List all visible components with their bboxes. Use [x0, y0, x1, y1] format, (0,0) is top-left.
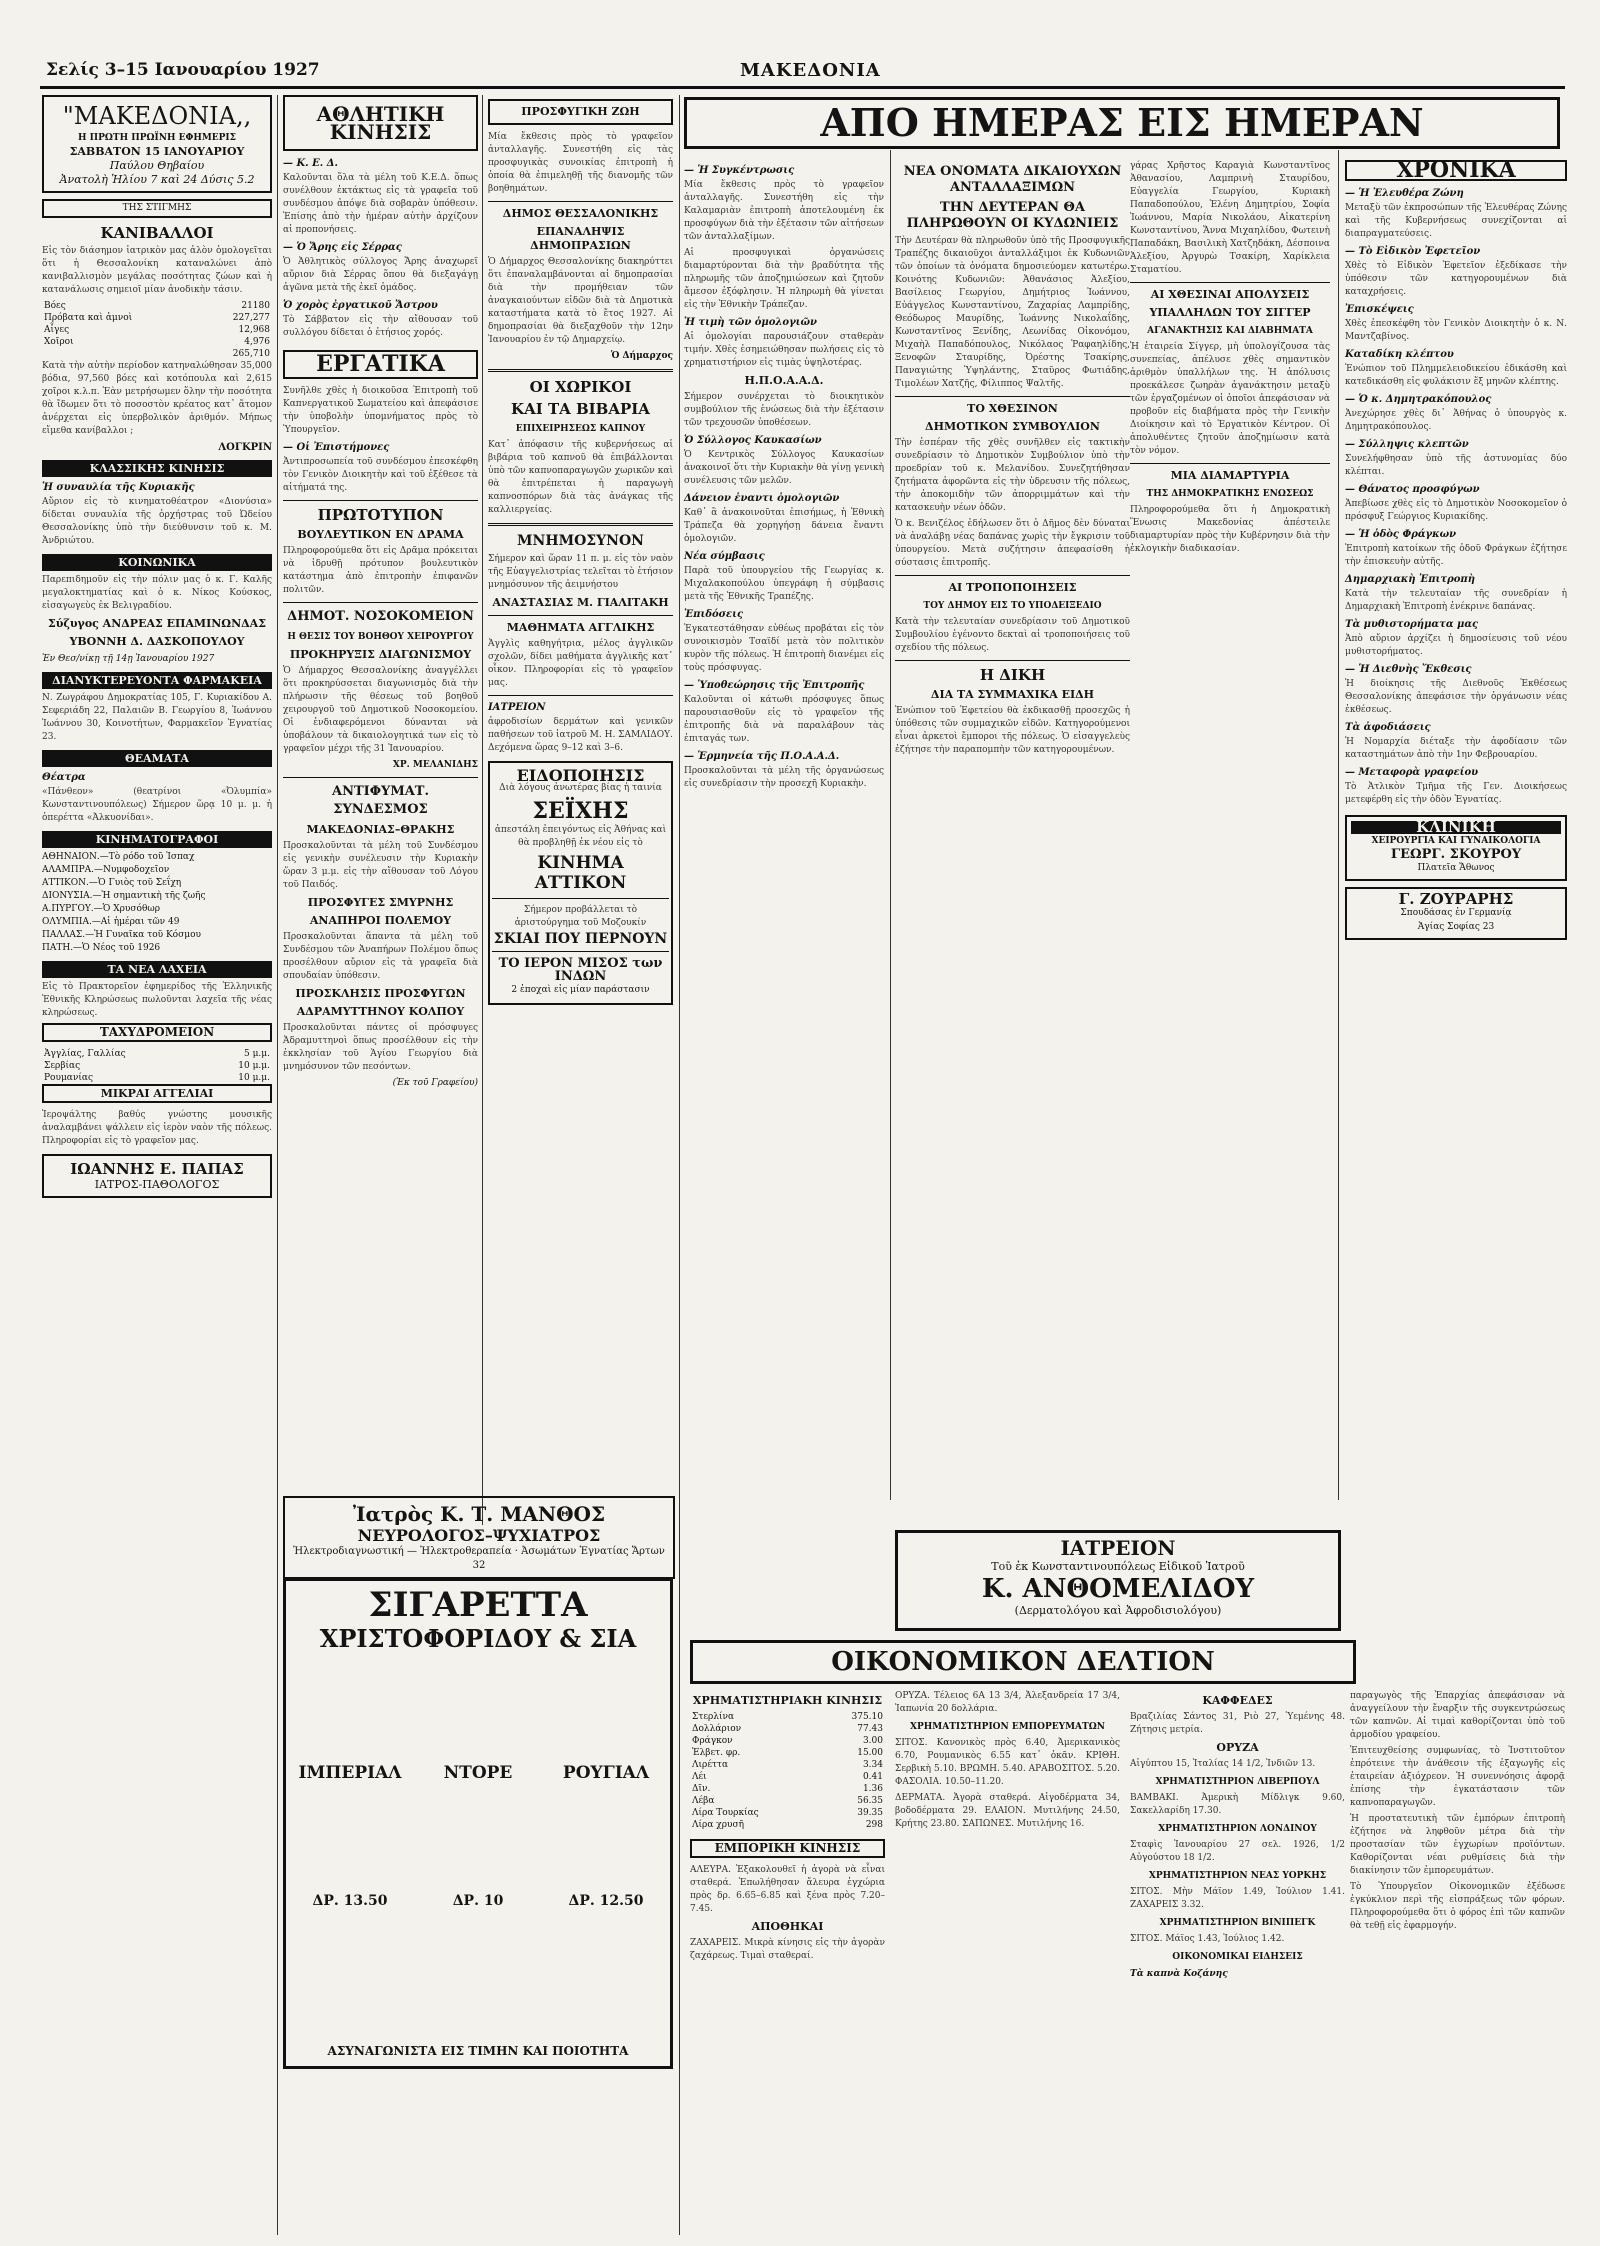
article-body: παραγωγὸς τῆς Ἐπαρχίας ἀπεφάσισαν νὰ ἀναγγείλουν τὴν ἔναρξιν τῆς συγκεντρώσεως τῶν καπνῶν. Αἱ τιμαὶ καθορίζονται ὑπὸ τοῦ ἀρμοδίου γραφείου.: [1350, 1691, 1565, 1740]
labor-heading: ΕΡΓΑΤΙΚΑ: [316, 351, 445, 377]
doctor-name: ΙΩΑΝΝΗΣ Ε. ΠΑΠΑΣ: [70, 1160, 244, 1178]
subheading: Τὰ ἀφοδιάσεις: [1345, 722, 1431, 733]
article-subtitle: ΑΓΑΝΑΚΤΗΣΙΣ ΚΑΙ ΔΙΑΒΗΜΑΤΑ: [1147, 326, 1313, 336]
article-title: ΔΗΜΟΤ. ΝΟΣΟΚΟΜΕΙΟΝ: [287, 609, 474, 624]
paper-name: "ΜΑΚΕΔΟΝΙΑ,,: [62, 102, 252, 130]
subheading: Ἡ συναυλία τῆς Κυριακῆς: [42, 482, 195, 493]
banner-specialty: (Δερματολόγου καὶ Ἀφροδισιολόγου): [1014, 1604, 1222, 1617]
masthead-title: ΜΑΚΕΔΟΝΙΑ: [740, 60, 881, 81]
article-body: Μία ἔκθεσις πρὸς τὸ γραφεῖον ἀνταλλαγῆς. Συνεστήθη εἰς τὰς προσφυγικὰς συνοικίας ἐπιτροπὴ ἡ ὁποία θὰ ἐπιμεληθῇ τῆς διανομῆς τῶν βοηθημάτων.: [488, 132, 673, 194]
market-heading: ΧΡΗΜΑΤΙΣΤΗΡΙΟΝ ΒΙΝΙΠΕΓΚ: [1159, 1918, 1316, 1928]
article-body: Ἡ Νομαρχία διέταξε τὴν ἀφοδίασιν τῶν καταστημάτων ἀπὸ τὴν 1ην Φεβρουαρίου.: [1345, 737, 1567, 760]
column-left: [42, 95, 272, 1204]
article-title: ΠΡΟΣΚΛΗΣΙΣ ΠΡΟΣΦΥΓΩΝ: [295, 987, 466, 1000]
sports-heading-box: [283, 95, 478, 151]
subheading: Νέα σύμβασις: [684, 551, 765, 562]
subheading: — Οἱ Ἐπιστήμονες: [283, 442, 390, 453]
article-subtitle: ΠΡΟΚΗΡΥΞΙΣ ΔΙΑΓΩΝΙΣΜΟΥ: [289, 648, 472, 661]
cinema-item: ΑΘΗΝΑΙΟΝ.—Τὸ ρόδο τοῦ Ἰσπαχ: [42, 852, 195, 862]
subheading: ΙΑΤΡΕΙΟΝ: [488, 702, 546, 713]
sports-heading: ΑΘΛΗΤΙΚΗ ΚΙΝΗΣΙΣ: [316, 102, 445, 144]
doctor-ad-title: Ἰατρὸς Κ. Τ. ΜΑΝΘΟΣ: [352, 1502, 606, 1526]
film-note: 2 ἐποχαὶ εἰς μίαν παράστασιν: [511, 985, 650, 995]
signature: ΛΟΓΚΡΙΝ: [218, 442, 272, 453]
article-subtitle: ΥΠΑΛΛΗΛΩΝ ΤΟΥ ΣΙΓΓΕΡ: [1149, 306, 1311, 319]
ad-body: Διὰ λόγους ἀνωτέρας βίας ἡ ταινία: [499, 783, 662, 793]
right-section-header: ΑΠΟ ΗΜΕΡΑΣ ΕΙΣ ΗΜΕΡΑΝ: [684, 97, 1560, 149]
article-body: Σταφὶς Ἰανουαρίου 27 σελ. 1926, 1/2 Αὐγούστου 18 1/2.: [1130, 1840, 1345, 1863]
dentist-name: Γ. ΖΟΥΡΑΡΗΣ: [1398, 890, 1514, 908]
brand-name: ΝΤΟΡΕ: [443, 1763, 513, 1783]
dentist-address: Ἁγίας Σοφίας 23: [1417, 922, 1495, 932]
saint-day: Παύλου Θηβαίου: [109, 159, 205, 172]
article-body: Προσκαλοῦνται τὰ μέλη τοῦ Συνδέσμου εἰς γενικὴν συνέλευσιν τὴν Κυριακὴν ὥραν 3 μ.μ. εἰς τὴν αἴθουσαν τοῦ Λόγου τοῦ Παιδός.: [283, 841, 478, 890]
article-body: Παρὰ τοῦ ὑπουργείου τῆς Γεωργίας κ. Μιχαλακοπούλου ὑπεγράφη ἡ σύμβασις μετὰ τῆς Ἐθνικῆς Τραπέζης.: [684, 566, 884, 602]
article-body: ΣΙΤΟΣ. Μὴν Μάϊον 1.49, Ἰούλιον 1.41. ΖΑΧΑΡΕΙΣ 3.32.: [1130, 1887, 1345, 1910]
article-body: Ἀπεβίωσε χθὲς εἰς τὸ Δημοτικὸν Νοσοκομεῖον ὁ πρόσφυξ Γεώργιος Κυριακίδης.: [1345, 499, 1567, 522]
article-body: ΣΙΤΟΣ. Κανονικὸς πρὸς 6.40, Ἀμερικανικὸς 6.70, Ρουμανικὸς 6.55 κατ᾽ ὀκᾶν. ΚΡΙΘΗ. Σερβικὴ 5.10. ΒΡΩΜΗ. 5.40. ΑΡΑΒΟΣΙΤΟΣ. 5.20. ΦΑΣΟΛΙΑ. 10.50–11.20.: [895, 1738, 1120, 1787]
article-body: Ὁ κ. Βενιζέλος ἐδήλωσεν ὅτι ὁ Δῆμος δὲν δύναται νὰ ἀναλάβῃ νέας δαπάνας χωρὶς τὴν ἔγκρισιν τοῦ ὑπουργείου. Μετὰ συζήτησιν ἀπεφασίσθη ἡ σύστασις ἐπιτροπῆς.: [895, 519, 1130, 568]
subheading: — Θάνατος προσφύγων: [1345, 484, 1480, 495]
chronicle-heading-box: [1345, 157, 1567, 183]
article-subtitle: ΑΔΡΑΜΥΤΤΗΝΟΥ ΚΟΛΠΟΥ: [296, 1005, 465, 1018]
cinema-item: ΠΑΤΗ.—Ὁ Νέος τοῦ 1926: [42, 943, 161, 953]
article-body: Ὁ Δήμαρχος Θεσσαλονίκης διακηρύττει ὅτι ἐπαναλαμβάνονται αἱ δημοπρασίαι διὰ τὴν προμήθειαν τῶν ἀναγκαιούντων εἰδῶν διὰ τὰ Δημοτικὰ καταστήματα κατὰ τὸ ἔτος 1927. Αἱ δημοπρασίαι θὰ διεξαχθοῦν τὴν 12ην Ἰανουαρίου ἐν τῷ Δημαρχείῳ.: [488, 257, 673, 345]
article-body: Κατὰ τὴν τελευταίαν συνεδρίασιν τοῦ Δημοτικοῦ Συμβουλίου ἐγένοντο δεκταὶ αἱ τροποποιήσεις τοῦ σχεδίου τῆς πόλεως.: [895, 617, 1130, 653]
section-bar: ΚΛΑΣΣΙΚΗΣ ΚΙΝΗΣΙΣ: [42, 460, 272, 477]
article-body: Χθὲς τὸ Εἰδικὸν Ἐφετεῖον ἐξεδίκασε τὴν ὑπόθεσιν τῶν κατηγορουμένων διὰ καταχρήσεις.: [1345, 261, 1567, 297]
exchange-rates-table: Στερλίνα 375.10 Δολλάριον 77.43 Φράγκον 3.00 Ἑλβετ. φρ. 15.00 Λιρέττα 3.34 Λέι 0.41 Δῖν. 1.36 Λέβα 56.35 Λίρα Τουρκίας 39.35 Λίρα χρυσῆ 298: [692, 1712, 883, 1830]
subheading: — Ὑποθεώρησις τῆς Ἐπιτροπῆς: [684, 680, 865, 691]
article-body: γάρας Χρῆστος Καραγιὰ Κωνσταντῖνος Ἀθανασίου, Λαμπρινὴ Σταυρίδου, Εὐαγγελία Γεωργίου, Κυριακὴ Παπαδοπούλου, Ἑλένη Δημητρίου, Σοφία Ἰωάννου, Μαρία Νικολάου, Αἰκατερίνη Κωνσταντίνου, Ἄννα Μιχαηλίδου, Φωτεινὴ Παπαδάκη, Βασιλικὴ Χατζηδάκη, Δέσποινα Ἀλεξίου, Ἀργυρὼ Τσακίρη, Χαρίκλεια Σταματίου.: [1130, 161, 1330, 275]
exchange-column: [690, 1690, 885, 1966]
section-heading: ΜΙΚΡΑΙ ΑΓΓΕΛΙΑΙ: [42, 1084, 272, 1103]
subheading: — Σύλληψις κλεπτῶν: [1345, 439, 1469, 450]
article-body: Ὁ Δήμαρχος Θεσσαλονίκης ἀναγγέλλει ὅτι προκηρύσσεται διαγωνισμὸς διὰ τὴν πλήρωσιν τῆς θέσεως τοῦ βοηθοῦ χειρουργοῦ τοῦ Δημοτικοῦ Νοσοκομείου. Οἱ ἐνδιαφερόμενοι δύνανται νὰ ὑποβάλουν τὰ δικαιολογητικά των εἰς τὸ γραφεῖον μέχρι τῆς 31 Ἰανουαρίου.: [283, 666, 478, 754]
article-body: Αἱ ὁμολογίαι παρουσιάζουν σταθερὰν τιμήν. Χθὲς ἐσημειώθησαν πωλήσεις εἰς τὸ χρηματιστήριον εἰς τιμὰς ὑψηλοτέρας.: [684, 332, 884, 368]
article-body: Καθ᾽ ἃ ἀνακοινοῦται ἐπισήμως, ἡ Ἐθνικὴ Τράπεζα θὰ χορηγήσῃ δάνεια ἔναντι ὁμολογιῶν.: [684, 508, 884, 544]
doctor-ad-subtitle: ΝΕΥΡΟΛΟΓΟΣ–ΨΥΧΙΑΤΡΟΣ: [357, 1526, 601, 1545]
column-rule: [1338, 150, 1339, 1500]
article-subtitle: ΑΝΑΠΗΡΟΙ ΠΟΛΕΜΟΥ: [309, 914, 452, 927]
masthead: [40, 56, 1565, 89]
brand-name: ΡΟΥΓΙΑΛ: [562, 1763, 650, 1783]
labor-heading-box: [283, 350, 478, 379]
section-bar: ΘΕΑΜΑΤΑ: [42, 750, 272, 767]
masthead-date: Σελίς 3–15 Ιανουαρίου 1927: [46, 60, 320, 80]
subheading: — Ἡ Ἐλευθέρα Ζώνη: [1345, 188, 1464, 199]
article-body: Αἰγύπτου 15, Ἰταλίας 14 1/2, Ἰνδιῶν 13.: [1130, 1759, 1316, 1769]
clinic-ad: [1345, 815, 1567, 881]
sunrise-line: Ἀνατολὴ Ἡλίου 7 καὶ 24 Δύσις 5.2: [59, 173, 255, 186]
cinema-list: [42, 851, 272, 955]
column-rule: [277, 95, 278, 2235]
article-title: ΚΑΝΙΒΑΛΛΟΙ: [100, 224, 214, 242]
dentist-ad: [1345, 887, 1567, 940]
section-bar: ΚΟΙΝΩΝΙΚΑ: [42, 554, 272, 571]
brand-currency: ΔΡ.: [312, 1893, 339, 1909]
economic-news-column: [1350, 1690, 1565, 1936]
market-heading: ΚΑΦΦΕΔΕΣ: [1202, 1694, 1273, 1707]
refugee-heading-box: [488, 99, 673, 125]
banner-doctor: Κ. ΑΝΘΟΜΕΛΙΔΟΥ: [981, 1574, 1255, 1604]
column-municipal: [488, 95, 673, 1011]
column-sports-labor: [283, 95, 478, 1090]
article-body: Βραζιλίας Σάντος 31, Ριὸ 27, Ὑεμένης 48. Ζήτησις μετρία.: [1130, 1712, 1345, 1735]
cinema-item: ΔΙΟΝΥΣΙΑ.—Ἡ σημαντικὴ τῆς ζωῆς: [42, 891, 206, 901]
market-column: [895, 1690, 1120, 1834]
film-title: ΣΕΪΧΗΣ: [532, 798, 629, 824]
subheading: Ὁ Σύλλογος Καυκασίων: [684, 435, 822, 446]
article-body: Κατὰ τὴν αὐτὴν περίοδον κατηναλώθησαν 35,000 βόδια, 97,560 βόες καὶ κοτόπουλα καὶ 2,615 χοῖροι κ.λ.π. Ἐὰν μετρήσωμεν ὅλην τὴν ποσότητα θὰ ἴδωμεν ὅτι τὸ ποσοστὸν κρέατος κατ᾽ ἄτομον ἀνέρχεται εἰς ὑπερβολικὸν ἀριθμόν. Μήπως εἴμεθα κανίβαλλοι ;: [42, 361, 272, 436]
article-body: Ἐνώπιον τοῦ Πλημμελειοδικείου ἐδικάσθη καὶ κατεδικάσθη εἰς φυλάκισιν ἕξ μηνῶν κλέπτης.: [1345, 364, 1567, 387]
article-title: Η ΔΙΚΗ: [979, 666, 1046, 684]
clinic-address: Πλατεῖα Ἄθωνος: [1417, 863, 1495, 873]
article-body: Καλοῦνται οἱ κάτωθι πρόσφυγες ὅπως παρουσιασθοῦν εἰς τὸ γραφεῖον τῆς ἐπιτροπῆς διὰ νὰ παραλάβουν τὰς ἐπιταγάς των.: [684, 695, 884, 744]
market-heading: ΧΡΗΜΑΤΙΣΤΗΡΙΟΝ ΛΙΒΕΡΠΟΥΛ: [1155, 1777, 1320, 1787]
brand-price: 10: [483, 1893, 504, 1909]
article-subtitle: ΕΠΑΝΑΛΗΨΙΣ ΔΗΜΟΠΡΑΣΙΩΝ: [530, 225, 631, 252]
article-body: Μία ἔκθεσις πρὸς τὸ γραφεῖον ἀνταλλαγῆς. Συνεστήθη εἰς τὴν Καλαμαριὰν ἐπιτροπὴ ἀποτελουμένη ἐκ προσφύγων διὰ τὴν ἐξέτασιν τῶν αἰτήσεων τῶν ἀνταλλαξίμων.: [684, 180, 884, 242]
dentist-sub: Σπουδάσας ἐν Γερμανίᾳ: [1400, 908, 1512, 918]
column-right-1: [684, 160, 884, 794]
signature: (Ἐκ τοῦ Γραφείου): [392, 1078, 478, 1088]
article-body: Σήμερον καὶ ὥραν 11 π. μ. εἰς τὸν ναὸν τῆς Εὐαγγελιστρίας τελεῖται τὸ ἐτήσιον μνημόσυνον τῆς ἀειμνήστου: [488, 554, 673, 590]
cinema-item: Α.ΠΥΡΓΟΥ.—Ὁ Χρυσόθωρ: [42, 904, 161, 914]
article-body: Καλοῦνται ὅλα τὰ μέλη τοῦ Κ.Ε.Δ. ὅπως συνέλθουν ἐκτάκτως εἰς τὰ γραφεῖα τοῦ συνδέσμου ἀπόψε διὰ σοβαρὰν ὑπόθεσιν. Ἐπίσης ἀπὸ τὴν ἡμέραν αὐτὴν ἀρχίζουν αἱ προπονήσεις.: [283, 173, 478, 235]
column-rule: [890, 150, 891, 1500]
article-title: ΔΗΜΟΣ ΘΕΣΣΑΛΟΝΙΚΗΣ: [502, 207, 659, 220]
engagement-date: Ἐν Θεσ/νίκῃ τῇ 14ῃ Ἰανουαρίου 1927: [42, 654, 215, 664]
subheading: — Ὁ κ. Δημητρακόπουλος: [1345, 394, 1492, 405]
article-body: Παρεπιδημοῦν εἰς τὴν πόλιν μας ὁ κ. Γ. Καλῆς μεγαλοκτηματίας καὶ ὁ κ. Νίκος Κούσκος, εἰσαγωγεὺς ἐκ Βελιγραδίου.: [42, 575, 272, 611]
article-body: Τὴν Δευτέραν θὰ πληρωθοῦν ὑπὸ τῆς Προσφυγικῆς Τραπέζης δικαιοῦχοι ἀνταλλάξιμοι ἐκ Κυδωνιῶν τῶν ὁποίων τὰ ὀνόματα δημοσιεύομεν κατωτέρω. Κοινότης Κυδωνιῶν: Ἀθανάσιος Ἀλεξίου, Βασίλειος Γεωργίου, Δημήτριος Ἰωάννου, Εὐάγγελος Κωνσταντίνου, Ζαχαρίας Λαμπρίδης, Θεόδωρος Μαυρίδης, Ἰωάννης Νικολαΐδης, Κωνσταντῖνος Ξενίδης, Λεωνίδας Οἰκονόμου, Μιχαὴλ Παπαδόπουλος, Νικόλαος Ῥαφαηλίδης, Ξενοφῶν Σταυρίδης, Ὀρέστης Τσακίρης, Παναγιώτης Ὑψηλάντης, Σταῦρος Φωτιάδης, Τιμολέων Χατζῆς, Φίλιππος Ψαλτῆς.: [895, 236, 1130, 389]
article-body: Προσκαλοῦνται ἅπαντα τὰ μέλη τοῦ Συνδέσμου τῶν Ἀναπήρων Πολέμου ὅπως προσέλθουν αὔριον εἰς τὰ γραφεῖα διὰ σπουδαίαν ὑπόθεσιν.: [283, 932, 478, 981]
subheading: Θέατρα: [42, 772, 86, 783]
article-title: ΑΙ ΤΡΟΠΟΠΟΙΗΣΕΙΣ: [948, 581, 1077, 594]
subheading: — Ἡ Διεθνὴς Ἔκθεσις: [1345, 664, 1472, 675]
doctor-ad-detail: Ἠλεκτροδιαγνωστική — Ἠλεκτροθεραπεία · Ἀσωμάτων Ἐγνατίας Ἄρτων 32: [293, 1546, 665, 1571]
market-heading: ΟΡΥΖΑ: [1216, 1741, 1259, 1754]
section-heading: ΤΗΣ ΣΤΙΓΜΗΣ: [42, 199, 272, 218]
engagement-name: Σύζυγος ΑΝΔΡΕΑΣ ΕΠΑΜΙΝΩΝΔΑΣ: [48, 617, 266, 630]
banner-title: ΙΑΤΡΕΙΟΝ: [1060, 1536, 1176, 1560]
section-heading: ΠΡΟΣΦΥΓΙΚΗ ΖΩΗ: [521, 105, 640, 118]
article-body: Ἀγγλὶς καθηγήτρια, μέλος ἀγγλικῶν σχολῶν, δίδει μαθήματα ἀγγλικῆς κατ᾽ οἶκον. Πληροφορίαι εἰς τὸ γραφεῖον μας.: [488, 639, 673, 688]
article-title: ΟΙ ΧΩΡΙΚΟΙ: [529, 378, 632, 396]
paper-subtitle: Η ΠΡΩΤΗ ΠΡΩΪΝΗ ΕΦΗΜΕΡΙΣ: [78, 133, 236, 143]
subheading: — Ἡ ὁδὸς Φράγκων: [1345, 529, 1457, 540]
section-heading: ΤΑΧΥΔΡΟΜΕΙΟΝ: [42, 1023, 272, 1042]
brand-row: [286, 1683, 670, 1909]
cigarette-maker: ΧΡΙΣΤΟΦΟΡΙΔΟΥ & ΣΙΑ: [319, 1624, 637, 1653]
article-title: ΤΟ ΧΘΕΣΙΝΟΝ: [967, 402, 1058, 415]
doctor-title: ΙΑΤΡΟΣ-ΠΑΘΟΛΟΓΟΣ: [94, 1178, 220, 1191]
article-body: Τὸ Ὑπουργεῖον Οἰκονομικῶν ἐξέδωσε ἐγκύκλιον περὶ τῆς εἰσπράξεως τῶν φόρων. Πληροφορούμεθα ὅτι ὁ φόρος ἐπὶ τῶν καπνῶν θὰ τεθῇ εἰς ἐφαρμογήν.: [1350, 1882, 1565, 1931]
article-body: Συνελήφθησαν ὑπὸ τῆς ἀστυνομίας δύο κλέπται.: [1345, 454, 1567, 477]
section-bar: ΔΙΑΝΥΚΤΕΡΕΥΟΝΤΑ ΦΑΡΜΑΚΕΙΑ: [42, 672, 272, 689]
clinic-heading: ΚΛΙΝΙΚΗ: [1351, 821, 1561, 834]
article-body: Ἀνεχώρησε χθὲς δι᾽ Ἀθήνας ὁ ὑπουργὸς κ. Δημητρακόπουλος.: [1345, 409, 1567, 432]
neurologist-ad: [283, 1496, 675, 1579]
cigarette-slogan: ΑΣΥΝΑΓΩΝΙΣΤΑ ΕΙΣ ΤΙΜΗΝ ΚΑΙ ΠΟΙΟΤΗΤΑ: [327, 2044, 629, 2058]
article-title: ΝΕΑ ΟΝΟΜΑΤΑ ΔΙΚΑΙΟΥΧΩΝ ΑΝΤΑΛΛΑΞΙΜΩΝ: [903, 164, 1122, 195]
clinic-specialty: ΧΕΙΡΟΥΡΓΙΑ ΚΑΙ ΓΥΝΑΙΚΟΛΟΓΙΑ: [1371, 836, 1541, 846]
article-body: Σήμερον συνέρχεται τὸ διοικητικὸν συμβούλιον τῆς ἑνώσεως διὰ τὴν ἐξέτασιν τῶν τρεχουσῶν ὑποθέσεων.: [684, 392, 884, 428]
article-title: ΚΑΙ ΤΑ ΒΙΒΑΡΙΑ: [511, 400, 650, 418]
chronicle-heading: ΧΡΟΝΙΚΑ: [1396, 157, 1516, 183]
subheading: Ἡ τιμὴ τῶν ὁμολογιῶν: [684, 317, 817, 328]
article-body: ἀφροδισίων δερμάτων καὶ γενικῶν παθήσεων τοῦ ἰατροῦ Μ. Η. ΣΑΜΛΙΔΟΥ. Δεχόμενα ὥρας 9–12 καὶ 3–6.: [488, 717, 673, 753]
article-subtitle: ΤΗΣ ΔΗΜΟΚΡΑΤΙΚΗΣ ΕΝΩΣΕΩΣ: [1146, 489, 1314, 499]
brand-currency: ΔΡ.: [568, 1893, 595, 1909]
ad-body: ἀπεστάλη ἐπειγόντως εἰς Ἀθήνας καὶ θὰ προβληθῇ ἐκ νέου εἰς τὸ: [494, 825, 667, 848]
ad-heading: ΕΙΔΟΠΟΙΗΣΙΣ: [516, 766, 645, 785]
subheading: — Τὸ Εἰδικὸν Ἐφετεῖον: [1345, 246, 1481, 257]
article-subtitle: Η ΘΕΣΙΣ ΤΟΥ ΒΟΗΘΟΥ ΧΕΙΡΟΥΡΓΟΥ: [287, 632, 474, 642]
article-body: ΒΑΜΒΑΚΙ. Ἀμερικὴ Μίδλιγκ 9.60, Σακελλαρίδη 17.30.: [1130, 1793, 1345, 1816]
article-body: Συνῆλθε χθὲς ἡ διοικοῦσα Ἐπιτροπὴ τοῦ Καπνεργατικοῦ Σωματείου καὶ ἀπεφάσισε τὴν ὑποβολὴν ὑπομνήματος πρὸς τὸ Ὑπουργεῖον.: [283, 386, 478, 435]
section-heading: ΕΜΠΟΡΙΚΗ ΚΙΝΗΣΙΣ: [690, 1839, 885, 1858]
article-body: Ἐπιτευχθείσης συμφωνίας, τὸ Ἰνστιτοῦτον ἐπρότεινε τὴν ἀνάθεσιν τῆς ἐξαγωγῆς εἰς ἑταιρείαν ἀξιόχρεον. Ἡ συνεννόησις ἀφορᾷ ἐπίσης τὴν ἐγκατάστασιν τῶν καπνοπαραγωγῶν.: [1350, 1746, 1565, 1808]
cinema-item: ΠΑΛΛΑΣ.—Ἡ Γυναῖκα τοῦ Κόσμου: [42, 930, 201, 940]
column-rule: [679, 95, 680, 2235]
film-title: ΤΟ ΙΕΡΟΝ ΜΙΣΟΣ των ΙΝΔΩΝ: [498, 956, 663, 984]
subheading: — Ὁ Ἄρης εἰς Σέρρας: [283, 242, 402, 253]
clinic-banner: [895, 1530, 1341, 1631]
memorial-name: ΑΝΑΣΤΑΣΙΑΣ Μ. ΓΙΑΛΙΤΑΚΗ: [492, 596, 669, 609]
article-title: ΑΝΤΙΦΥΜΑΤ. ΣΥΝΔΕΣΜΟΣ: [331, 784, 429, 817]
signature: ΧΡ. ΜΕΛΑΝΙΔΗΣ: [392, 760, 478, 770]
article-subtitle: ΜΑΚΕΔΟΝΙΑΣ–ΘΡΑΚΗΣ: [306, 823, 455, 836]
ad-body: Σήμερον προβάλλεται τὸ ἀριστούργημα τοῦ Μοζουκίν: [514, 905, 647, 928]
post-times-table: Ἀγγλίας, Γαλλίας 5 μ.μ. Σερβίας 10 μ.μ. Ρουμανίας 10 μ.μ.: [44, 1049, 270, 1083]
column-rule: [482, 95, 483, 1525]
section-heading: ΧΡΗΜΑΤΙΣΤΗΡΙΟΝ ΕΜΠΟΡΕΥΜΑΤΩΝ: [910, 1722, 1105, 1732]
subheading: Καταδίκη κλέπτου: [1345, 349, 1454, 360]
article-body: Αὔριον εἰς τὸ κινηματοθέατρον «Διονύσια» δίδεται συναυλία τῆς ὀρχήστρας τοῦ Ὠδείου Θεσσαλονίκης ὑπὸ τὴν διεύθυνσιν τοῦ κ. Μ. Ἀνδριώτου.: [42, 497, 272, 546]
market-heading: ΧΡΗΜΑΤΙΣΤΗΡΙΟΝ ΛΟΝΔΙΝΟΥ: [1158, 1824, 1317, 1834]
article-title: ΠΡΩΤΟΤΥΠΟΝ: [317, 506, 444, 524]
subheading: Τὰ καπνὰ Κοζάνης: [1130, 1969, 1228, 1979]
brand-currency: ΔΡ.: [452, 1893, 479, 1909]
cinema-ad: [488, 761, 673, 1005]
article-body: Κατὰ τὴν τελευταίαν τῆς συνεδρίαν ἡ Δημαρχιακὴ Ἐπιτροπὴ ἐνέκρινε δαπάνας.: [1345, 589, 1567, 612]
film-title: ΣΚΙΑΙ ΠΟΥ ΠΕΡΝΟΥΝ: [493, 931, 668, 947]
cinema-item: ΑΛΑΜΠΡΑ.—Νυμφοδοχεῖον: [42, 865, 170, 875]
article-body: Προσκαλοῦνται τὰ μέλη τῆς ὀργανώσεως εἰς συνεδρίασιν τὴν προσεχῆ Κυριακὴν.: [684, 766, 884, 789]
cinema-name: ΚΙΝΗΜΑ ΑΤΤΙΚΟΝ: [534, 853, 627, 893]
doctor-ad: [42, 1154, 272, 1198]
article-subtitle: ΔΗΜΟΤΙΚΟΝ ΣΥΜΒΟΥΛΙΟΝ: [925, 420, 1100, 433]
cinema-item: ΑΤΤΙΚΟΝ.—Ὁ Γυιὸς τοῦ Σεΐχη: [42, 878, 182, 888]
article-body: «Πάνθεον» (θεατρίνοι «Ὀλυμπία» Κωνσταντινουπόλεως) Σήμερον ὥρᾳ 10 μ. μ. ἡ ὀπερέττα «Ἀλκυονίδαι».: [42, 787, 272, 823]
article-body: ΔΕΡΜΑΤΑ. Ἀγορὰ σταθερά. Αἰγοδέρματα 34, βοδοδέρματα 29. ΕΛΑΙΟΝ. Μυτιλήνης 24.50, Κρήτης 23.80. ΣΑΠΩΝΕΣ. Μυτιλήνης 16.: [895, 1793, 1120, 1829]
article-body: Ἐγκατεστάθησαν εὐθέως προβάται εἰς τὸν συνοικισμὸν Τσαϊδί μετὰ τὸν πολιτικὸν κυρὸν τῆς πόλεως. Ἡ ἐπιτροπὴ διανέμει εἰς τοὺς πρόσφυγας.: [684, 624, 884, 673]
article-body: Αἱ προσφυγικαὶ ὀργανώσεις διαμαρτύρονται διὰ τὴν βραδύτητα τῆς πληρωμῆς τῶν ἀποζημιώσεων καὶ ζητοῦν ἄμεσον ἐξόφλησιν. Ἡ πληρωμὴ θὰ γίνεται εἰς τὴν Ἐθνικὴν Τράπεζαν.: [684, 248, 884, 310]
brand-item: [295, 1683, 405, 1909]
economic-bulletin-heading: ΟΙΚΟΝΟΜΙΚΟΝ ΔΕΛΤΙΟΝ: [690, 1640, 1356, 1684]
article-body: Προσκαλοῦνται πάντες οἱ πρόσφυγες Ἀδραμυττηνοὶ ὅπως προσέλθουν εἰς τὴν ἐκκλησίαν τοῦ Ἁγίου Γεωργίου διὰ μνημόσυνον τῶν πεσόντων.: [283, 1023, 478, 1072]
column-right-2: [895, 160, 1130, 760]
article-body: Χθὲς ἐπεσκέφθη τὸν Γενικὸν Διοικητὴν ὁ κ. Ν. Μαντζαβίνος.: [1345, 319, 1567, 342]
article-body: Ὁ Ἀθλητικὸς σύλλογος Ἄρης ἀναχωρεῖ αὔριον διὰ Σέρρας ὅπου θὰ διεξαγάγῃ ἀγῶνα μετὰ τῆς ἐκεῖ ὁμάδος.: [283, 257, 478, 293]
article-body: Ἱεροψάλτης βαθύς γνώστης μουσικῆς ἀναλαμβάνει ψάλλειν εἰς ἱερὸν ναὸν τῆς πόλεως. Πληροφορίαι εἰς τὸ γραφεῖον μας.: [42, 1110, 272, 1146]
paper-day: ΣΑΒΒΑΤΟΝ 15 ΙΑΝΟΥΑΡΙΟΥ: [69, 145, 245, 158]
section-bar: ΤΑ ΝΕΑ ΛΑΧΕΙΑ: [42, 961, 272, 978]
brand-item: [423, 1683, 533, 1909]
subheading: — Μεταφορὰ γραφείου: [1345, 767, 1479, 778]
section-bar: ΚΙΝΗΜΑΤΟΓΡΑΦΟΙ: [42, 831, 272, 848]
subheading: — Ἡ Συγκέντρωσις: [684, 165, 795, 176]
article-subtitle: ΤΟΥ ΔΗΜΟΥ ΕΙΣ ΤΟ ΥΠΟΔΕΙΞΕΔΙΟ: [923, 601, 1102, 611]
paper-info-box: [42, 95, 272, 193]
subheading: Δημαρχιακὴ Ἐπιτροπὴ: [1345, 574, 1476, 585]
article-body: Ἡ προστατευτικὴ τῶν ἐμπόρων ἐπιτροπὴ ἐζήτησε νὰ ληφθοῦν μέτρα διὰ τὴν προστασίαν τῶν ἐγχωρίων προϊόντων. Καθορίζονται νέαι ρυθμίσεις διὰ τὴν διακίνησιν τῶν ἐμπορευμάτων.: [1350, 1814, 1565, 1876]
article-title: ΤΗΝ ΔΕΥΤΕΡΑΝ ΘΑ ΠΛΗΡΩΘΟΥΝ ΟΙ ΚΥΔΩΝΙΕΙΣ: [906, 200, 1119, 231]
section-heading: ΧΡΗΜΑΤΙΣΤΗΡΙΑΚΗ ΚΙΝΗΣΙΣ: [692, 1694, 883, 1707]
brand-name: ΙΜΠΕΡΙΑΛ: [298, 1763, 402, 1783]
article-body: Ν. Ζωγράφου Δημοκρατίας 105, Γ. Κυριακίδου Α. Σεφεριάδη 22, Παλαιῶν Β. Γεωργίου 8, Ἰωάννου Ἰωάννου 30, Κοινοτήτων, Φαρμακεῖον Ἐγνατίας 23.: [42, 693, 272, 742]
brand-item: [551, 1683, 661, 1909]
article-body: Ἐπιτροπὴ κατοίκων τῆς ὁδοῦ Φράγκων ἐζήτησε τὴν ἐπισκευὴν αὐτῆς.: [1345, 544, 1567, 567]
article-body: Πληροφορούμεθα ὅτι εἰς Δρᾶμα πρόκειται νὰ ἱδρυθῇ πρότυπον βουλευτικὸν κατάστημα ἀπὸ ἐπιτροπὴν ἐπιφανῶν πολιτῶν.: [283, 546, 478, 595]
article-body: ΟΡΥΖΑ. Τέλειος 6Α 13 3/4, Ἀλεξανδρεία 17 3/4, Ἰαπωνία 20 δολλάρια.: [895, 1691, 1120, 1714]
article-title: ΠΡΟΣΦΥΓΕΣ ΣΜΥΡΝΗΣ: [307, 896, 454, 909]
cigarette-ad: [283, 1578, 673, 2069]
subheading: Ἐπιδόσεις: [684, 609, 744, 620]
article-body: Ἀπὸ αὔριον ἀρχίζει ἡ δημοσίευσις τοῦ νέου μυθιστορήματος.: [1345, 634, 1567, 657]
article-title: ΑΙ ΧΘΕΣΙΝΑΙ ΑΠΟΛΥΣΕΙΣ: [1150, 288, 1310, 301]
article-title: ΜΝΗΜΟΣΥΝΟΝ: [517, 533, 644, 549]
subheading: — Κ. Ε. Δ.: [283, 158, 338, 169]
market-heading: ΧΡΗΜΑΤΙΣΤΗΡΙΟΝ ΝΕΑΣ ΥΟΡΚΗΣ: [1148, 1871, 1327, 1881]
article-subtitle: ΒΟΥΛΕΥΤΙΚΟΝ ΕΝ ΔΡΑΜΑ: [297, 528, 464, 541]
brand-price: 12.50: [599, 1893, 644, 1909]
article-body: Πληροφορούμεθα ὅτι ἡ Δημοκρατικὴ Ἕνωσις Μακεδονίας ἀπέστειλε διαμαρτυρίαν πρὸς τὴν Κυβέρνησιν διὰ τὴν ἐκλογικὴν διαδικασίαν.: [1130, 505, 1330, 554]
subheading: Ὁ χορὸς ἐργατικοῦ Ἄστρου: [283, 300, 438, 311]
banner-line: Τοῦ ἐκ Κωνσταντινουπόλεως Εἰδικοῦ Ἰατροῦ: [991, 1560, 1245, 1573]
article-subtitle: ΕΠΙΧΕΙΡΗΣΕΩΣ ΚΑΠΝΟΥ: [515, 424, 646, 434]
article-body: Εἰς τὸν διάσημον ἰατρικὸν μας ἀλὸν ὁμολογεῖται ὅτι ἡ Θεσσαλονίκη καταναλώνει ἀπὸ κανιβαλλισμὸν μεγάλας ποσότητας ζώων καὶ ἡ κατανάλωσις σημειοῖ μίαν ἀνοδικὴν τάσιν.: [42, 246, 272, 295]
article-body: Ἡ ἑταιρεία Σίγγερ, μὴ ὑπολογίζουσα τὰς συνεπείας, ἀπέλυσε χθὲς σημαντικὸν ἀριθμὸν ὑπαλλήλων της. Ἡ ἀπόλυσις προεκάλεσε ζωηρὰν ἀγανάκτησιν μεταξὺ τῶν ἐργαζομένων οἱ ὁποῖοι ἀπεφάσισαν νὰ προβοῦν εἰς διαβήματα πρὸς τὴν Γενικὴν Διοίκησιν καὶ τὸ Ἐργατικὸν Κέντρον. Οἱ ἀπολυθέντες ζητοῦν ἀποζημίωσιν κατὰ τὸν νόμον.: [1130, 342, 1330, 456]
subheading: Τὰ μυθιστορήματα μας: [1345, 619, 1479, 630]
signature: Ὁ Δήμαρχος: [611, 351, 673, 361]
article-body: ΑΛΕΥΡΑ. Ἐξακολουθεῖ ἡ ἀγορὰ νὰ εἶναι σταθερά. Ἐπωλήθησαν ἄλευρα ἐγχώρια πρὸς δρ. 6.65–6.85 καὶ ξένα πρὸς 7.20–7.45.: [690, 1865, 885, 1914]
subheading: Ἐπισκέψεις: [1345, 304, 1414, 315]
article-body: Ἀντιπροσωπεία τοῦ συνδέσμου ἐπεσκέφθη τὸν Γενικὸν Διοικητὴν καὶ τοῦ ἐξέθεσε τὰ αἰτήματά της.: [283, 457, 478, 493]
engagement-name: ΥΒΟΝΝΗ Δ. ΔΑΣΚΟΠΟΥΛΟΥ: [69, 635, 245, 648]
clinic-doctor: ΓΕΩΡΓ. ΣΚΟΥΡΟΥ: [1390, 847, 1522, 862]
brand-price: 13.50: [343, 1893, 388, 1909]
article-body: Εἰς τὸ Πρακτορεῖον ἐφημερίδος τῆς Ἑλληνικῆς Ἐθνικῆς Κληρώσεως πωλοῦνται λαχεῖα τῆς νέας κληρώσεως.: [42, 982, 272, 1018]
article-body: Ὁ Κεντρικὸς Σύλλογος Καυκασίων ἀνακοινοῖ ὅτι τὴν Κυριακὴν θὰ γίνῃ γενικὴ συνέλευσις τῶν μελῶν.: [684, 450, 884, 486]
article-subtitle: ΔΙΑ ΤΑ ΣΥΜΜΑΧΙΚΑ ΕΙΔΗ: [930, 688, 1095, 701]
article-title: Η.Π.Ο.Α.Α.Δ.: [744, 374, 824, 387]
cigarette-title: ΣΙΓΑΡΕΤΤΑ: [368, 1585, 588, 1625]
article-body: Τὴν ἑσπέραν τῆς χθὲς συνῆλθεν εἰς τακτικὴν συνεδρίασιν τὸ Δημοτικὸν Συμβούλιον ὑπὸ τὴν προεδρίαν τοῦ κ. Μελανίδου. Συνεζητήθησαν ζητήματα ἀφορῶντα εἰς τὴν ὑδρευσιν τῆς πόλεως, τὴν ἀποκομιδὴν τῶν ἀπορριμμάτων καὶ τὴν κατασκευὴν νέων ὁδῶν.: [895, 438, 1130, 513]
article-body: Ἡ διοίκησις τῆς Διεθνοῦς Ἐκθέσεως Θεσσαλονίκης ἀπεφάσισε τὴν ὀργάνωσιν νέας ἐκθέσεως.: [1345, 679, 1567, 715]
livestock-table: Βόες 21180 Πρόβατα καὶ ἀμνοὶ 227,277 Αἶγες 12,968 Χοῖροι 4,976 265,710: [44, 301, 270, 359]
article-body: ΖΑΧΑΡΕΙΣ. Μικρὰ κίνησις εἰς τὴν ἀγορὰν ζαχάρεως. Τιμαὶ σταθεραί.: [690, 1938, 885, 1961]
article-body: Κατ᾽ ἀπόφασιν τῆς κυβερνήσεως αἱ βιβάρια τοῦ καπνοῦ θὰ ἐπιβάλλονται ὑπὸ τῶν καπνοπαραγωγῶν χωρικῶν καὶ θὰ ἐπιτρέπεται ἡ παραγωγὴ καπνοσπόρων διὰ τὰς ἀνάγκας τῆς καλλιεργείας.: [488, 440, 673, 515]
column-right-3: [1130, 160, 1330, 559]
article-title: ΜΑΘΗΜΑΤΑ ΑΓΓΛΙΚΗΣ: [506, 621, 655, 634]
subheading: — Ἑρμηνεία τῆς Π.Ο.Α.Α.Δ.: [684, 751, 840, 762]
section-heading: ΑΠΟΘΗΚΑΙ: [751, 1920, 824, 1933]
article-body: ΣΙΤΟΣ. Μάϊος 1.43, Ἰούλιος 1.42.: [1130, 1934, 1285, 1944]
market-heading: ΟΙΚΟΝΟΜΙΚΑΙ ΕΙΔΗΣΕΙΣ: [1172, 1952, 1303, 1962]
article-body: Τὸ Σάββατον εἰς τὴν αἴθουσαν τοῦ συλλόγου δίδεται ὁ ἐτήσιος χορός.: [283, 315, 478, 338]
cinema-item: ΟΛΥΜΠΙΑ.—Αἱ ἡμέραι τῶν 49: [42, 917, 180, 927]
article-title: ΜΙΑ ΔΙΑΜΑΡΤΥΡΙΑ: [1170, 469, 1290, 482]
article-body: Ἐνώπιον τοῦ Ἐφετείου θὰ ἐκδικασθῇ προσεχῶς ἡ ὑπόθεσις τῶν συμμαχικῶν εἰδῶν. Κατηγορούμενοι εἶναι ἀρκετοὶ ἔμποροι τῆς πόλεως. Ὁ εἰσαγγελεὺς ἐζήτησε τὴν παραπομπὴν τῶν κατηγορουμένων.: [895, 706, 1130, 755]
subheading: Δάνειον ἐναντι ὁμολογιῶν: [684, 493, 840, 504]
article-body: Τὸ Ἀτλικὸν Τμῆμα τῆς Γεν. Διοικήσεως μετεφέρθη εἰς τὴν ὁδὸν Ἐγνατίας.: [1345, 782, 1567, 805]
column-chronicle: [1345, 157, 1567, 946]
article-body: Μεταξὺ τῶν ἐκπροσώπων τῆς Ἐλευθέρας Ζώνης καὶ τῆς Κυβερνήσεως συνεχίζονται αἱ διαπραγματεύσεις.: [1345, 203, 1567, 239]
international-markets-column: [1130, 1690, 1345, 1983]
